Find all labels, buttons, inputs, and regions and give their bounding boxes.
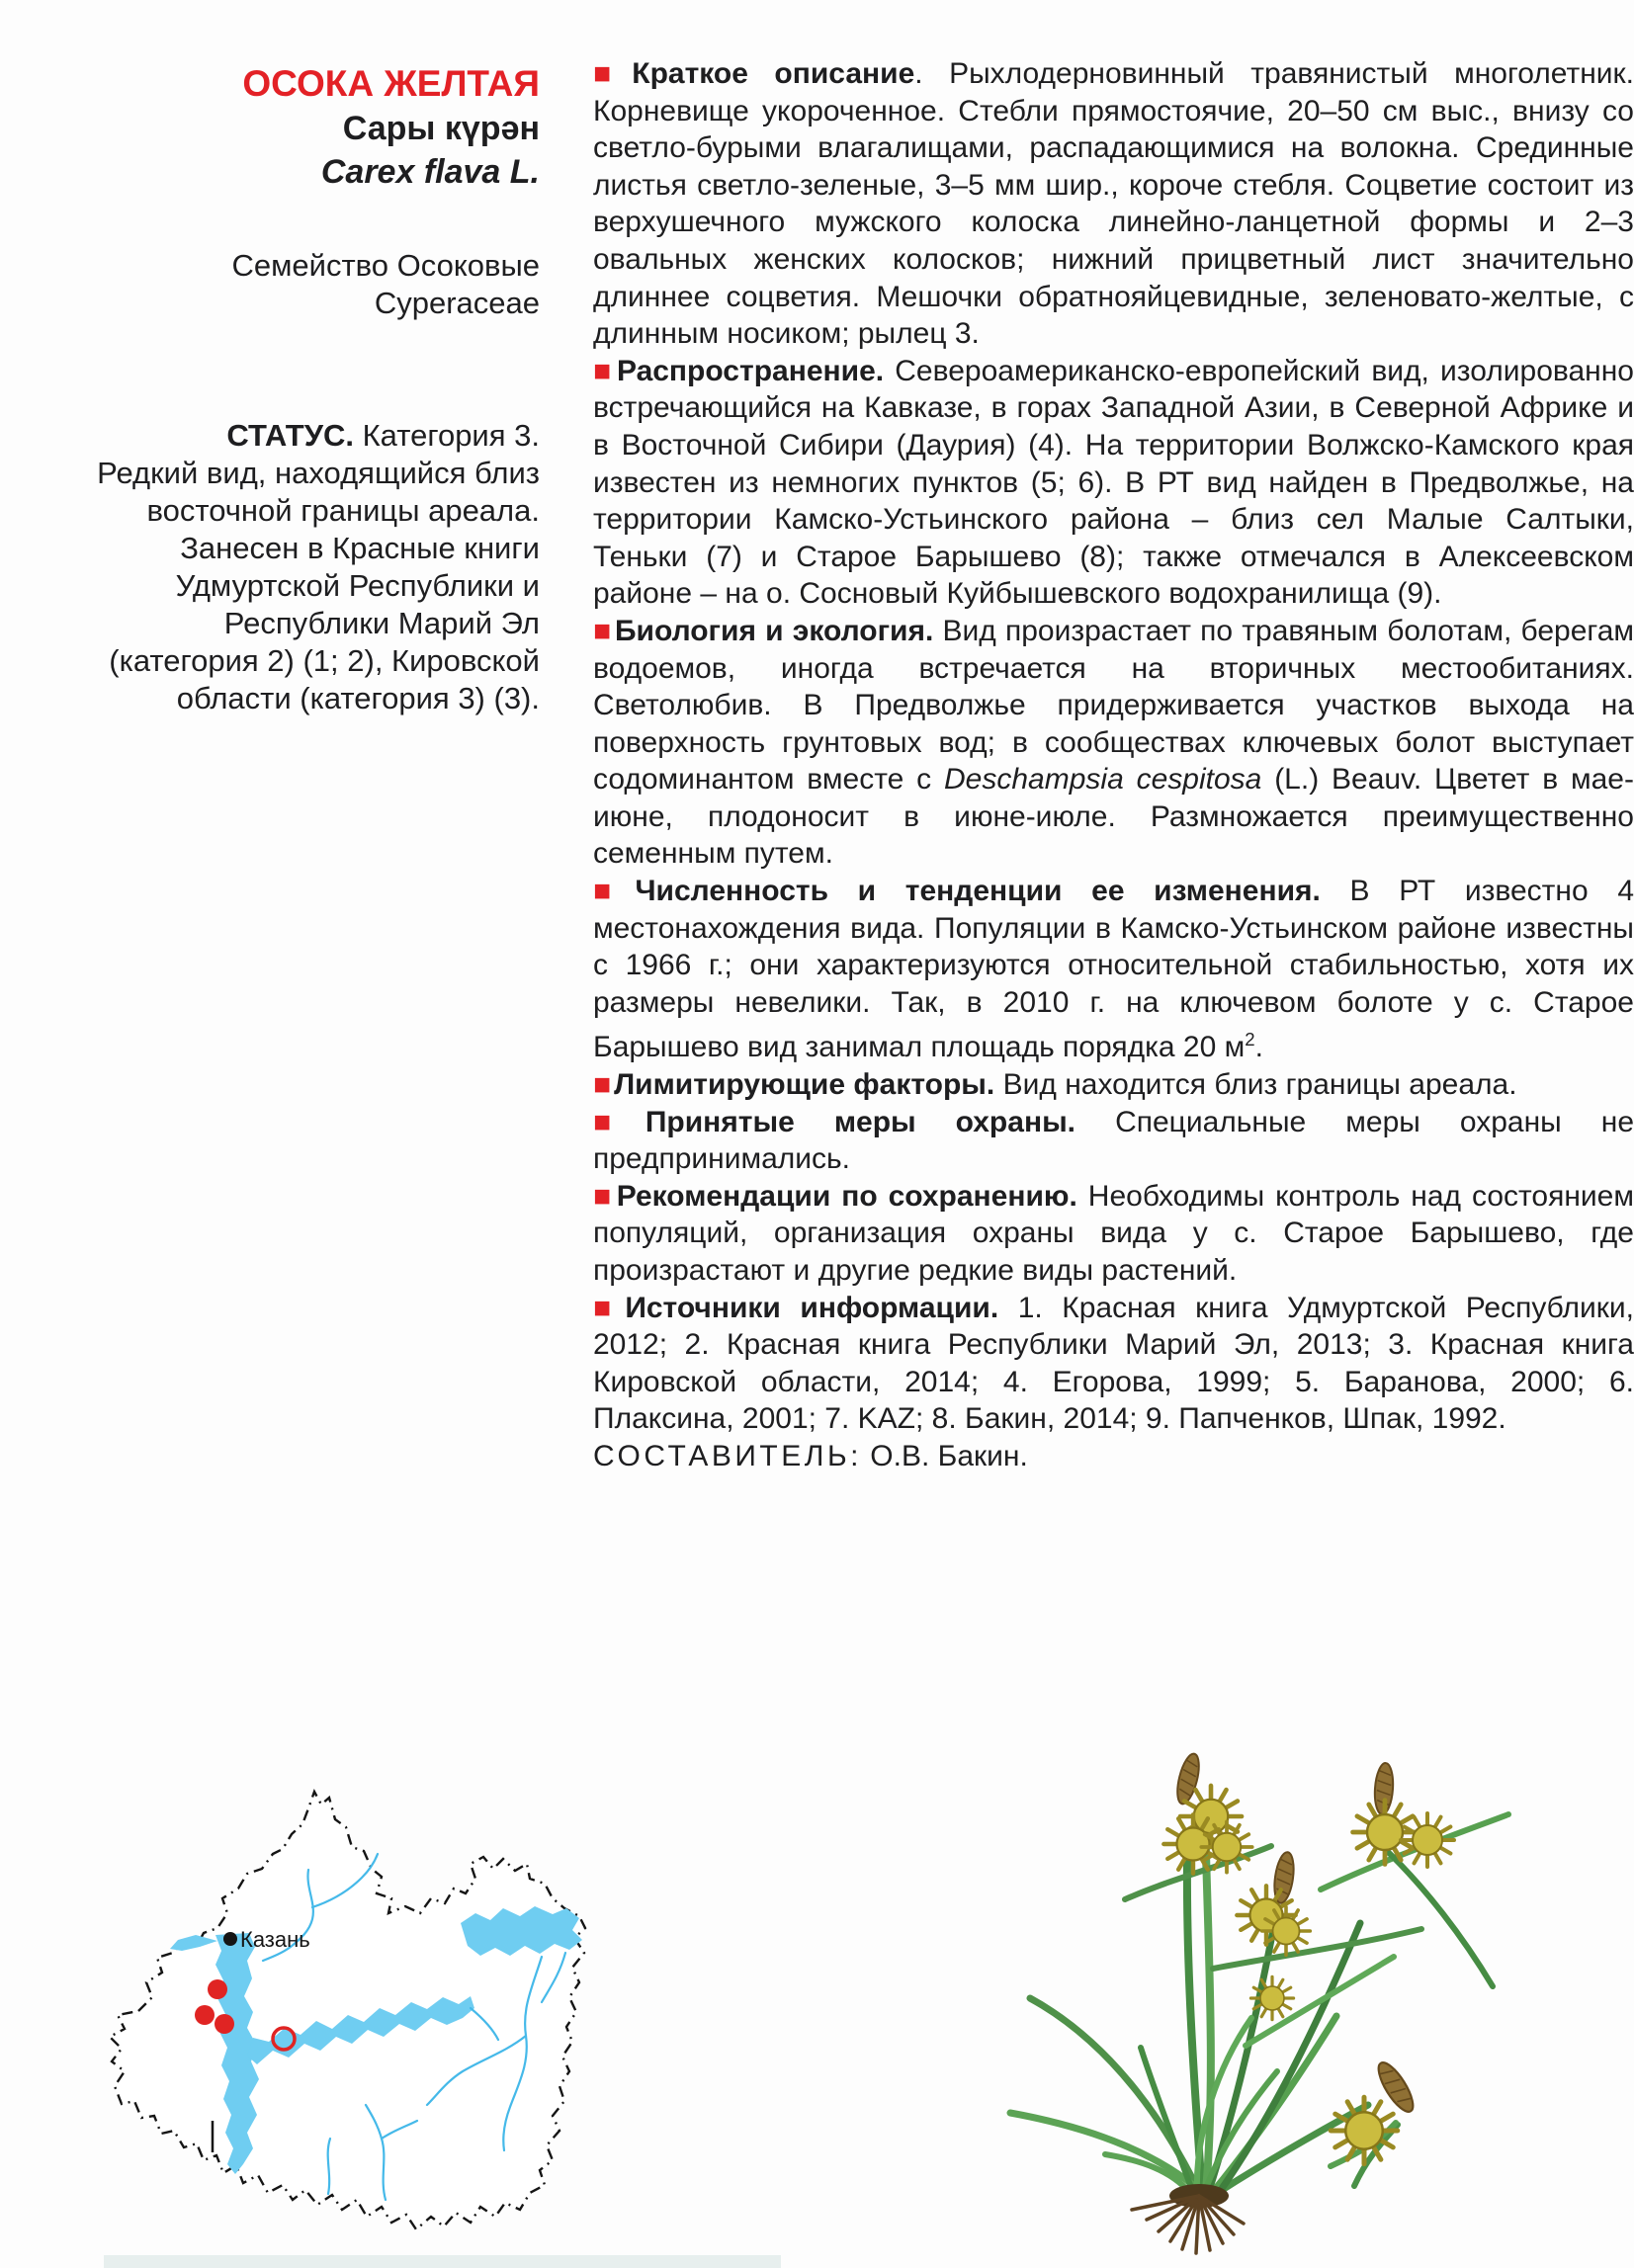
species-title-tatar: [57, 107, 540, 150]
region-outline: [110, 1792, 585, 2229]
text-run: Cyperaceae: [374, 286, 540, 320]
species-article: [593, 55, 1634, 1475]
text-run: Специальные меры охраны не предпринимались.: [593, 1105, 1634, 1176]
text-run: 2: [1245, 1029, 1255, 1050]
text-run: О.В. Бакин.: [861, 1439, 1028, 1472]
text-run: Краткое описание: [632, 57, 915, 90]
species-title-latin: [57, 150, 540, 194]
text-run: (категория 2) (1; 2), Кировской: [109, 643, 540, 678]
text-run: В РТ известно 4 местонахождения вида. Популяции в Камско-Устьинском районе известны с 1966 г.; они характеризуются относительной стабильностью, хотя их размеры невелики. Так, в 2010 г. на ключевом болоте у с. Старое Барышево вид занимал площадь порядка 20 м: [593, 875, 1634, 1064]
text-run: Распространение.: [616, 354, 885, 387]
section-population-trends: [593, 873, 1634, 1066]
record-marker-filled: [215, 2014, 234, 2034]
spacer: [57, 194, 540, 247]
section-distribution: [593, 353, 1634, 613]
text-run: Республики Марий Эл: [223, 606, 540, 640]
status-line: [57, 567, 540, 605]
distribution-map: [79, 1759, 850, 2268]
root-tuft: [1132, 2184, 1244, 2253]
section-protection-measures: [593, 1104, 1634, 1178]
text-run: Вид произрастает по травяным болотам, берегам водоемов, иногда встречается на вторичных местообитаниях. Светолюбив. В Предволжье придерживается участков выхода на поверхность грунтовых вод; в сообществах ключевых болот выступает содоминантом вместе с: [593, 614, 1634, 797]
text-run: Carex flava: [320, 153, 501, 191]
article-sections: [593, 55, 1634, 1438]
text-run: Вид находится близ границы ареала.: [994, 1068, 1517, 1102]
status-line: [57, 492, 540, 530]
section-conservation-recommendations: [593, 1178, 1634, 1290]
city-dot-kazan: [223, 1932, 237, 1946]
species-header-lines: [57, 61, 540, 717]
city-label-kazan: Казань: [240, 1927, 310, 1952]
section-bullet-icon: ■: [593, 57, 630, 90]
text-run: ОСОКА ЖЕЛТАЯ: [242, 63, 540, 104]
text-run: Категория 3.: [354, 418, 540, 453]
status-line: [57, 605, 540, 642]
text-run: .: [1254, 1031, 1263, 1064]
page-edge-strip: [104, 2255, 781, 2268]
text-run: Сары күрән: [342, 110, 540, 147]
family-name-ru: [57, 247, 540, 285]
text-run: Источники информации.: [625, 1291, 999, 1324]
text-run: (L.) Beauv. Цветет в мае-июне, плодоносит в июне-июле. Размножается преимущественно семенным путем.: [593, 763, 1634, 871]
status-line: [57, 455, 540, 492]
text-run: Необходимы контроль над состоянием популяций, организация охраны вида у с. Старое Барышево, где произрастают и другие редкие виды растений.: [593, 1179, 1634, 1287]
section-bullet-icon: ■: [593, 1291, 623, 1324]
section-bullet-icon: ■: [593, 354, 614, 387]
section-limiting-factors: [593, 1066, 1634, 1104]
section-bullet-icon: ■: [593, 1105, 643, 1138]
text-run: восточной границы ареала.: [146, 493, 540, 528]
text-run: СТАТУС.: [226, 418, 354, 453]
text-run: L.: [500, 153, 540, 191]
text-run: Лимитирующие факторы.: [614, 1068, 995, 1102]
compiler-line: [593, 1438, 1634, 1475]
record-marker-filled: [208, 1979, 227, 1999]
text-run: Занесен в Красные книги: [180, 531, 540, 565]
text-run: Североамериканско-европейский вид, изолированно встречающийся на Кавказе, в горах Западной Азии, в Северной Африке и в Восточной Сибири (Даурия) (4). На территории Волжско-Камского края известен из немногих пунктов (5; 6). В РТ вид найден в Предволжье, на территории Камско-Устьинского района – близ сел Малые Салтыки, Теньки (7) и Старое Барышево (8); также отмечался в Алексеевском районе – на о. Сосновый Куйбышевского водохранилища (9).: [593, 354, 1634, 611]
family-name-latin: [57, 285, 540, 322]
text-run: области (категория 3) (3).: [176, 681, 540, 715]
spacer: [57, 376, 540, 417]
plant-illustration: [969, 1720, 1522, 2268]
species-header: [57, 61, 540, 717]
status-line: [57, 530, 540, 567]
section-bullet-icon: ■: [593, 875, 633, 908]
text-run: Рекомендации по сохранению.: [616, 1179, 1077, 1213]
section-bullet-icon: ■: [593, 1068, 612, 1102]
status-line: [57, 417, 540, 455]
section-biology-ecology: [593, 613, 1634, 873]
text-run: . Рыхлодерновинный травянистый многолетник. Корневище укороченное. Стебли прямостоячие, 20–50 см выс., внизу со светло-бурыми влагалищами, распадающимися на волокна. Срединные листья светло-зеленые, 3–5 мм шир., короче стебля. Соцветие состоит из верхушечного мужского колоска линейно-ланцетной формы и 2–3 овальных женских колосков; нижний прицветный лист значительно длиннее соцветия. Мешочки обратнояйцевидные, зеленовато-желтые, с длинным носиком; рылец 3.: [593, 57, 1634, 351]
record-marker-filled: [195, 2005, 215, 2025]
status-line: [57, 680, 540, 717]
section-information-sources: [593, 1290, 1634, 1438]
section-brief-description: [593, 55, 1634, 353]
spacer: [57, 322, 540, 376]
text-run: Удмуртской Республики и: [175, 568, 540, 603]
section-bullet-icon: ■: [593, 1179, 614, 1213]
text-run: Deschampsia cespitosa: [944, 763, 1262, 797]
text-run: Биология и экология.: [614, 614, 934, 647]
text-run: Численность и тенденции ее изменения.: [635, 875, 1321, 908]
text-run: 1. Красная книга Удмуртской Республики, 2012; 2. Красная книга Республики Марий Эл, 2013; 3. Красная книга Кировской области, 2014; 4. Егорова, 1999; 5. Баранова, 2000; 6. Плаксина, 2001; 7. KAZ; 8. Бакин, 2014; 9. Папченков, Шпак, 1992.: [593, 1291, 1634, 1436]
section-bullet-icon: ■: [593, 614, 612, 647]
status-line: [57, 642, 540, 680]
text-run: СОСТАВИТЕЛЬ:: [593, 1439, 862, 1472]
species-title-ru: [57, 61, 540, 107]
text-run: Семейство Осоковые: [231, 248, 540, 283]
text-run: Редкий вид, находящийся близ: [97, 456, 540, 490]
text-run: Принятые меры охраны.: [645, 1105, 1076, 1138]
